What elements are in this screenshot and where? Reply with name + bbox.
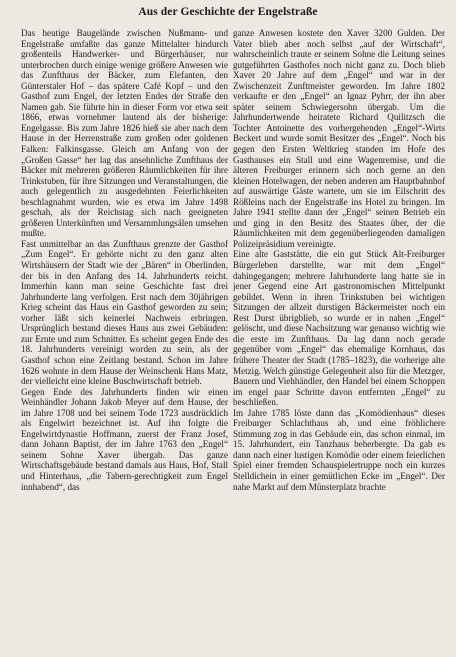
article-title: Aus der Geschichte der Engelstraße [138, 6, 318, 18]
paragraph: Gegen Ende des Jahrhunderts finden wir einen Weinhändler Johann Jakob Meyer auf dem Hause, der im Jahre 1708 und bei seinem Tode 1723 ausdrücklich als Engelwirt bezeichnet ist. Auf ihn folgte die Engelwirtdynastie Hoffmann, zuerst der Franz Josef, dann Johann Baptist, der im Jahre 1763 den „Engel“ seinem Sohne Xaver übergab. Das ganze Wirtschaftsgebäude bestand damals aus Haus, Hof, Stall und Hinterhaus, „die Tabern-gerechtigkeit zum Engel innhabend“, das [21, 386, 228, 492]
left-column [21, 28, 228, 653]
paragraph: Das heutige Baugelände zwischen Nußmann- und Engelstraße umfaßte das ganze Mittelalter hindurch großenteils Handwerker- und Bürgerhäuser, nur unterbrochen durch einige wenige größere Anwesen wie das Zunfthaus der Bäcker, zum Elefanten, den Günterstaler Hof – das spätere Café Kopf – und den Gasthof zum Engel, der letzten Endes der Straße den Namen gab. Sie führte hin in dieser Form vor etwa seit 1866, etwas vornehmer lautend als der bisherige: Engelgasse. Bis zum Jahre 1826 hieß sie aber nach dem Hause in der Herrenstraße zum großen oder goldenen Falken: Falkinsgasse. Gleich am Anfang von der „Großen Gasse“ her lag das ansehnliche Zunfthaus der Bäcker mit mehreren größeren Räumlichkeiten für ihre Trinkstuben, für ihre Sitzungen und Veranstaltungen, die auch gelegentlich zu ausgedehnten Feierlichkeiten beschlagnahmt wurden, wie es etwa im Jahre 1498 geschah, als der Reichstag sich nach geeigneten größeren Unterkünften und Versammlungsälen umsehen mußte. [21, 28, 228, 239]
paragraph: Im Jahre 1785 löste dann das „Komödienhaus“ dieses Freiburger Schlachthaus ab, und eine fröhlichere Stimmung zog in das Gebäude ein, das schon einmal, im 15. Jahrhundert, ein Tanzhaus beherbergte. Da gab es dann nach einer lustigen Komödie oder einem feierlichen Spiel einer fremden Schauspielertruppe noch ein kurzes Stelldichein in einer gemütlichen Ecke im „Engel“. Der nahe Markt auf dem Münsterplatz brachte [233, 407, 445, 492]
right-column [233, 28, 445, 653]
paragraph: Eine alte Gaststätte, die ein gut Stück Alt-Freiburger Bürgerleben darstellte, war mit dem „Engel“ dahingegangen; mehrere Jahrhunderte lang hatte sie in jener Gegend eine Art gastronomischen Mittelpunkt gebildet. Wenn in ihren Trinkstuben bei wichtigen Sitzungen der allzeit durstigen Bäckermeister noch ein Rest Durst übrigblieb, so wurde er in nahen „Engel“ gelöscht, und diese Nachsitzung war genauso wichtig wie die erste im Zunfthaus. Da lag dann noch gerade gegenüber vom „Engel“ das ehemalige Kornhaus, das frühere Theater der Stadt (1785–1823), die vorherige alte Metzig. Welch günstige Gelegenheit also für die Metzger, Bauern und Viehhändler, den Handel bei einem Schoppen im engel paar Schritte davon entfernten „Engel“ zu beschließen. [233, 249, 445, 408]
paragraph: ganze Anwesen kostete den Xaver 3200 Gulden. Der Vater blieb aber noch selbst „auf der Wirtschaft“, wahrscheinlich traute er seinem Sohne die Leitung seines gutgeführten Gasthofes noch nicht ganz zu. Doch blieb Xaver 20 Jahre auf dem „Engel“ und war in der Zwischenzeit Zunftmeister geworden. Im Jahre 1802 verkaufte er den „Engel“ an Ignaz Pyhrr, der ihn aber später seinem Schwiegersohn übergab. Um die Jahrhundertwende heiratete Richard Quilitzsch die Tochter Antoinette des vorhergehenden „Engel“-Wirts Beckert und wurde somit Besitzer des „Engel“. Noch bis gegen den Ersten Weltkrieg standen im Hofe des Gasthauses ein Stall und eine Wagenremise, und die älteren Freiburger erinnern sich noch gerne an den kleinen Hotelwagen, der neben anderen am Hauptbahnhof auf auswärtige Gäste wartete, um sie im Eilschritt des Rößleins nach der Engelstraße ins Hotel zu bringen. Im Jahre 1941 stellte dann der „Engel“ seinen Betrieb ein und ging in den Besitz des Staates über, der die Räumlichkeiten mit dem gegenüberliegenden damaligen Polizeipräsidium vereinigte. [233, 28, 445, 249]
paragraph: Fast unmittelbar an das Zunfthaus grenzte der Gasthof „Zum Engel“. Er gehörte nicht zu den ganz alten Wirtshäusern der Stadt wie der „Bären“ in Oberlinden, der bis in den Anfang des 14. Jahrhunderts reicht. Immerhin kann man seine Geschichte fast drei Jahrhunderte lang verfolgen. Erst nach dem 30jährigen Krieg scheint das Haus ein Gasthof geworden zu sein; vorher läßt sich keinerlei Nachweis erbringen. Ursprünglich bestand dieses Haus aus zwei Gebäuden: zur Ernte und zum Schnitter. Es scheint gegen Ende des 18. Jahrhunderts vereinigt worden zu sein, als der Gasthof schon eine Zeitlang bestand. Schon im Jahre 1626 wohnte in dem Hause der Weinschenk Hans Matz, der vielleicht eine kleine Buschwirtschaft betrieb. [21, 238, 228, 387]
